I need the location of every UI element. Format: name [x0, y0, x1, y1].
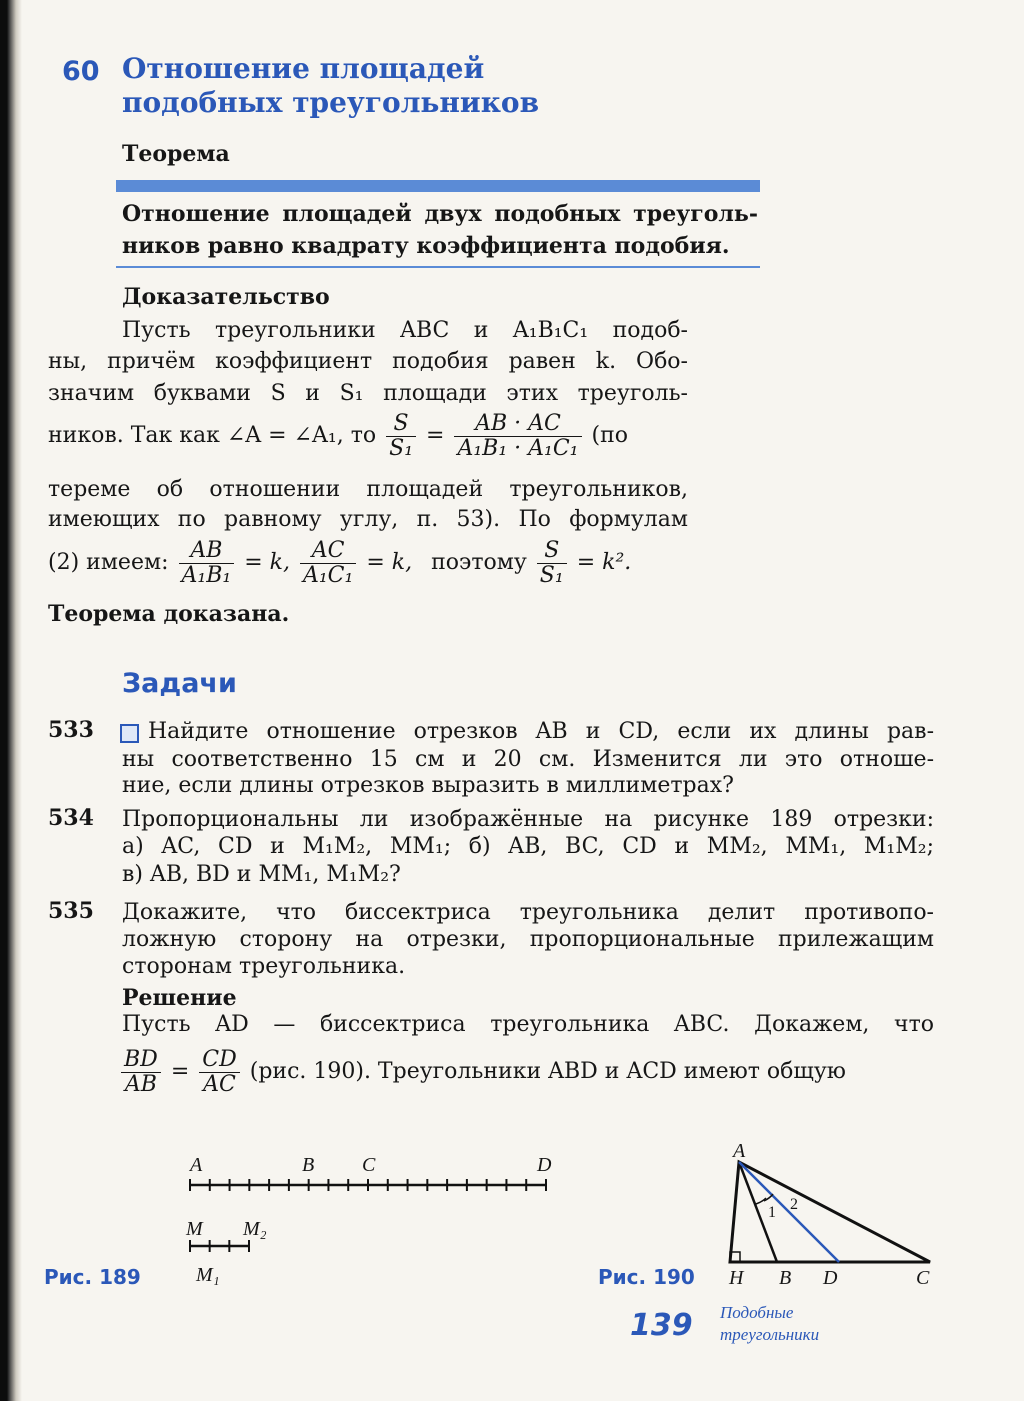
- task-533-line-1: Найдите отношение отрезков AB и CD, если их длины рав-: [148, 719, 934, 744]
- theorem-text-line1: Отношение площадей двух подобных треуголь-: [122, 201, 758, 227]
- task-535-number: 535: [48, 898, 94, 924]
- proof-line-3: значим буквами S и S₁ площади этих треуголь-: [48, 381, 688, 406]
- fig190-label-d: D: [823, 1267, 838, 1289]
- solution-line-1: Пусть AD — биссектриса треугольника ABC. Докажем, что: [122, 1012, 934, 1037]
- page-number: 139: [630, 1308, 693, 1343]
- task-535-line-1: Докажите, что биссектриса треугольника делит противопо-: [122, 900, 934, 925]
- fraction-ab-ac: $\frac{AB \cdot AC}{\text{A₁B₁ · A₁C₁}}$: [454, 412, 581, 461]
- fig190-label-h: H: [729, 1267, 744, 1289]
- figure-189-caption: Рис. 189: [44, 1265, 141, 1289]
- proof-line-5: тереме об отношении площадей треугольников,: [48, 477, 688, 502]
- task-basic-icon: [120, 724, 139, 743]
- angle-2-arc: [764, 1194, 773, 1201]
- fig189-label-d: D: [537, 1154, 552, 1176]
- task-533-line-2: ны соответственно 15 см и 20 см. Изменится ли это отноше-: [122, 747, 934, 772]
- fig190-label-c: C: [916, 1267, 930, 1289]
- fraction-s-s1-result: $\frac{S}{\text{S₁}}$: [537, 539, 567, 588]
- figure-190-triangle: [700, 1150, 950, 1270]
- solution-line-2: $\frac{BD}{AB}$ = $\frac{CD}{AC}$ (рис. 190). Треугольники ABD и ACD имеют общую: [118, 1046, 846, 1098]
- fig189-label-m2: M₂: [243, 1218, 267, 1240]
- triangle-abc: [730, 1162, 930, 1262]
- proof-end: Теорема доказана.: [48, 601, 290, 627]
- task-534-number: 534: [48, 805, 94, 831]
- fig189-label-c: C: [362, 1154, 376, 1176]
- section-title-line1: Отношение площадей: [122, 52, 485, 85]
- fraction-cd-ac: $\frac{CD}{AC}$: [199, 1048, 239, 1097]
- figure-190-caption: Рис. 190: [598, 1265, 695, 1289]
- fraction-bd-ab: $\frac{BD}{AB}$: [121, 1048, 161, 1097]
- theorem-divider: [116, 266, 760, 268]
- fraction-s-over-s1: $\frac{S}{\text{S₁}}$: [386, 412, 416, 461]
- fig190-label-b: B: [779, 1267, 792, 1289]
- tasks-heading: Задачи: [122, 668, 237, 699]
- theorem-label: Теорема: [122, 141, 230, 167]
- theorem-band: [116, 180, 760, 192]
- proof-label: Доказательство: [122, 284, 330, 310]
- task-534-line-1: Пропорциональны ли изображённые на рисунке 189 отрезки:: [122, 807, 934, 832]
- chapter-name-line1: Подобные: [720, 1303, 794, 1322]
- task-533-line-3: ние, если длины отрезков выразить в миллиметрах?: [122, 773, 734, 798]
- fig190-angle-1: 1: [768, 1204, 776, 1221]
- proof-line-4-end: (по: [591, 423, 628, 448]
- section-number: 60: [62, 56, 100, 87]
- fig189-label-a: A: [190, 1154, 203, 1176]
- proof-line-7-text: (2) имеем:: [48, 550, 169, 575]
- solution-line-2-text: (рис. 190). Треугольники ABD и ACD имеют общую: [249, 1059, 846, 1084]
- proof-line-7: (2) имеем: $\frac{AB}{\text{A₁B₁}}$ = k, $\frac{AC}{\text{A₁C₁}}$ = k, поэтому $\frac{S}{\text{S₁}}$ = k².: [48, 537, 632, 588]
- bisector-ad: [739, 1162, 839, 1262]
- figure-189-segments: [180, 1175, 560, 1265]
- fig189-label-m1: M₁: [196, 1264, 220, 1286]
- fig190-label-a: A: [733, 1140, 746, 1162]
- proof-line-1: Пусть треугольники ABC и A₁B₁C₁ подоб-: [122, 318, 688, 343]
- fraction-ac-a1c1: $\frac{AC}{\text{A₁C₁}}$: [300, 539, 356, 588]
- section-title: [122, 52, 539, 120]
- solution-label: Решение: [122, 985, 237, 1011]
- section-title-line2: подобных треугольников: [122, 86, 540, 119]
- chapter-name: [720, 1302, 819, 1346]
- task-533-number: 533: [48, 717, 94, 743]
- proof-line-4-text: ников. Так как ∠A = ∠A₁, то: [48, 423, 377, 448]
- book-spine: [0, 0, 22, 1401]
- theorem-text-line2: ников равно квадрату коэффициента подобия.: [122, 233, 730, 259]
- fraction-ab-a1b1: $\frac{AB}{\text{A₁B₁}}$: [179, 539, 235, 588]
- fig189-label-b: B: [302, 1154, 315, 1176]
- fig189-label-m: M: [186, 1218, 203, 1240]
- proof-line-6: имеющих по равному углу, п. 53). По формулам: [48, 507, 688, 532]
- task-535-line-2: ложную сторону на отрезки, пропорциональные прилежащим: [122, 927, 934, 952]
- task-534-line-3: в) AB, BD и MM₁, M₁M₂?: [122, 862, 401, 887]
- proof-line-2: ны, причём коэффициент подобия равен k. Обо-: [48, 349, 688, 374]
- task-535-line-3: сторонам треугольника.: [122, 954, 406, 979]
- task-534-line-2: а) AC, CD и M₁M₂, MM₁; б) AB, BC, CD и MM₂, MM₁, M₁M₂;: [122, 834, 934, 859]
- fig190-angle-2: 2: [790, 1196, 798, 1213]
- chapter-name-line2: треугольники: [720, 1325, 820, 1344]
- proof-line-4: ников. Так как ∠A = ∠A₁, то $\frac{S}{\text{S₁}}$ = $\frac{AB \cdot AC}{\text{A₁B₁ · A₁C₁}}$ (по: [48, 410, 628, 461]
